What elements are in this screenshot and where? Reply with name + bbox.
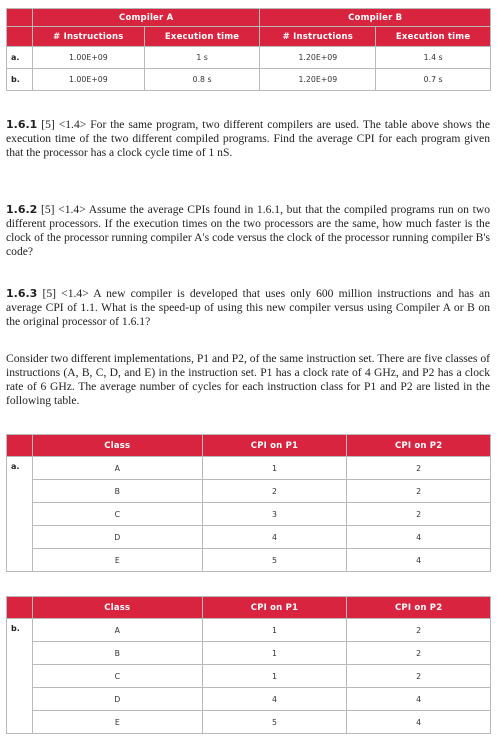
- table-cell: 2: [347, 619, 491, 642]
- table-cell: 0.8 s: [144, 69, 260, 91]
- table-row: [7, 69, 491, 91]
- table-cell: C: [32, 665, 202, 688]
- col-header: CPI on P1: [202, 435, 347, 457]
- table-row: [7, 619, 491, 642]
- question-1-6-1: [6, 118, 490, 160]
- table-cell: 2: [347, 665, 491, 688]
- row-label: b.: [7, 619, 33, 734]
- table-cell: 1: [202, 642, 347, 665]
- table-row: [7, 665, 491, 688]
- table-row: [7, 47, 491, 69]
- table-row: [7, 457, 491, 480]
- question-1-6-3: [6, 287, 490, 329]
- table-cell: 0.7 s: [376, 69, 491, 91]
- corner-cell: [7, 27, 33, 47]
- question-text: [5] <1.4> A new compiler is developed that uses only 600 million instructions and has an average CPI of 1.1. What is the speed-up of using this new compiler versus using Compiler A or B on the original processor of 1.6.1?: [6, 287, 490, 328]
- question-number: 1.6.3: [6, 287, 38, 300]
- table-cell: E: [32, 711, 202, 734]
- table-cell: 1: [202, 457, 347, 480]
- col-header: Execution time: [376, 27, 491, 47]
- table-cell: 3: [202, 503, 347, 526]
- table-cell: 2: [347, 480, 491, 503]
- table-cell: 2: [202, 480, 347, 503]
- compiler-a-header: Compiler A: [32, 9, 260, 27]
- table-cell: 4: [347, 526, 491, 549]
- table-cell: 4: [347, 711, 491, 734]
- col-header: # Instructions: [32, 27, 144, 47]
- table-cell: A: [32, 619, 202, 642]
- table-cell: 5: [202, 549, 347, 572]
- table-cell: 1.00E+09: [32, 69, 144, 91]
- col-header: CPI on P2: [347, 597, 491, 619]
- column-header-row: [7, 27, 491, 47]
- table-cell: B: [32, 642, 202, 665]
- question-text: [5] <1.4> For the same program, two different compilers are used. The table above shows the execution time of the two different compiled programs. Find the average CPI for each program given that the processor has a clock cycle time of 1 nS.: [6, 118, 490, 159]
- col-header: Class: [32, 435, 202, 457]
- question-number: 1.6.2: [6, 203, 38, 216]
- header-row: [7, 435, 491, 457]
- table-cell: 1: [202, 619, 347, 642]
- cpi-table-a: [6, 434, 491, 572]
- table-cell: 1.20E+09: [260, 69, 376, 91]
- compiler-table: [6, 8, 491, 91]
- table-cell: E: [32, 549, 202, 572]
- col-header: CPI on P1: [202, 597, 347, 619]
- table-cell: D: [32, 688, 202, 711]
- table-cell: 2: [347, 457, 491, 480]
- table-cell: 2: [347, 503, 491, 526]
- corner-cell: [7, 9, 33, 27]
- table-cell: 1.20E+09: [260, 47, 376, 69]
- table-cell: 1: [202, 665, 347, 688]
- row-label: a.: [7, 457, 33, 572]
- cpi-table-b: [6, 596, 491, 734]
- table-cell: 4: [347, 549, 491, 572]
- question-1-6-2: [6, 203, 490, 259]
- col-header: Execution time: [144, 27, 260, 47]
- table-cell: 5: [202, 711, 347, 734]
- table-row: [7, 549, 491, 572]
- corner-cell: [7, 435, 33, 457]
- compiler-b-header: Compiler B: [260, 9, 491, 27]
- question-number: 1.6.1: [6, 118, 38, 131]
- table-row: [7, 642, 491, 665]
- col-header: CPI on P2: [347, 435, 491, 457]
- table-cell: 4: [202, 526, 347, 549]
- group-header-row: [7, 9, 491, 27]
- table-cell: 2: [347, 642, 491, 665]
- col-header: # Instructions: [260, 27, 376, 47]
- table-cell: 1.00E+09: [32, 47, 144, 69]
- row-label: b.: [7, 69, 33, 91]
- header-row: [7, 597, 491, 619]
- col-header: Class: [32, 597, 202, 619]
- row-label: a.: [7, 47, 33, 69]
- table-cell: 4: [347, 688, 491, 711]
- table-cell: 1.4 s: [376, 47, 491, 69]
- table-row: [7, 688, 491, 711]
- table-row: [7, 480, 491, 503]
- table-cell: D: [32, 526, 202, 549]
- table-cell: A: [32, 457, 202, 480]
- table-row: [7, 503, 491, 526]
- intro-paragraph: Consider two different implementations, P1 and P2, of the same instruction set. There are five classes of instructions (A, B, C, D, and E) in the instruction set. P1 has a clock rate of 4 GHz, and P2 has a clock rate of 6 GHz. The average number of cycles for each instruction class for P1 and P2 are listed in the following table.: [6, 352, 490, 407]
- table-row: [7, 711, 491, 734]
- corner-cell: [7, 597, 33, 619]
- table-cell: 4: [202, 688, 347, 711]
- table-cell: 1 s: [144, 47, 260, 69]
- table-row: [7, 526, 491, 549]
- table-cell: B: [32, 480, 202, 503]
- question-text: [5] <1.4> Assume the average CPIs found in 1.6.1, but that the compiled programs run on two different processors. If the execution times on the two processors are the same, how much faster is the clock of the processor running compiler A's code versus the clock of the processor running compiler B's code?: [6, 203, 490, 258]
- table-cell: C: [32, 503, 202, 526]
